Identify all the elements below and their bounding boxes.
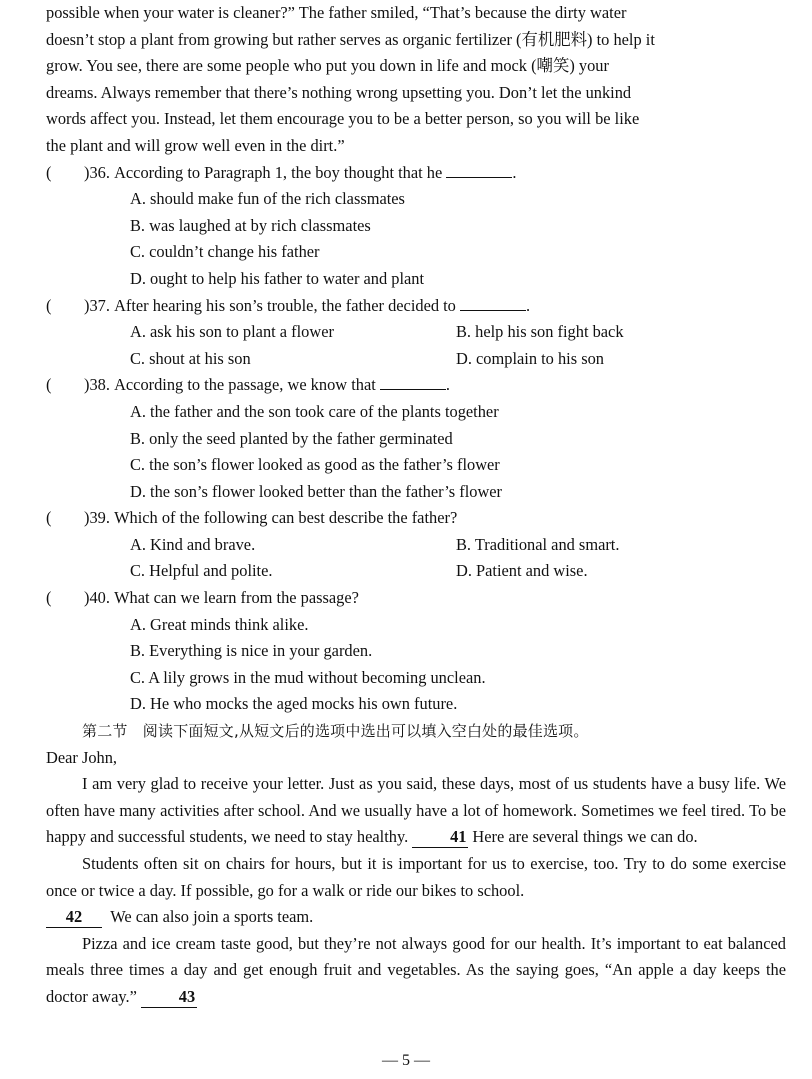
option-c: C. Helpful and polite. [130,561,273,581]
story-ending-paragraph [46,0,786,160]
option-c: C. A lily grows in the mud without becoming unclean. [130,667,486,687]
answer-paren-open[interactable]: ( [46,588,52,608]
question-stem: According to Paragraph 1, the boy thought that he . [114,162,517,182]
option-d: D. ought to help his father to water and plant [130,268,425,288]
letter [46,745,786,1011]
option-c: C. couldn’t change his father [130,242,320,262]
option-c: C. shout at his son [130,348,251,368]
page-body [46,0,786,1011]
intro-line: possible when your water is cleaner?” The father smiled, “That’s because the dirty water [46,3,627,22]
question-38 [46,372,786,505]
answer-blank [446,163,512,178]
question-number: )38. [84,375,110,395]
option-b: B. only the seed planted by the father germinated [130,428,453,448]
letter-paragraph-3: Pizza and ice cream taste good, but they’re not always good for our health. It’s important to eat balanced meals three times a day and get enough fruit and vegetables. As the saying goes, “An apple a day keeps the doctor away.” 43 [46,933,786,1006]
intro-line: dreams. Always remember that there’s nothing wrong upsetting you. Don’t let the unkind [46,82,632,102]
question-number: )36. [84,162,110,182]
answer-paren-open[interactable]: ( [46,375,52,395]
letter-paragraph-2: Students often sit on chairs for hours, but it is important for us to exercise, too. Try to do some exercise once or twice a day. If possible, go for a walk or ride our bikes to school. [46,854,786,900]
option-b: B. Traditional and smart. [456,534,620,554]
question-stem: What can we learn from the passage? [114,588,359,608]
question-number: )39. [84,508,110,528]
page-number: — 5 — [382,1052,430,1069]
letter-paragraph-1: I am very glad to receive your letter. Just as you said, these days, most of us students have a busy life. We often have many activities after school. And we usually have a lot of homework. Sometimes we feel tired. To be happy and successful students, we need to stay healthy. 41 Here are several things we can do. [46,774,786,847]
option-c: C. the son’s flower looked as good as the father’s flower [130,455,500,475]
question-number: )40. [84,588,110,608]
answer-blank [460,296,526,311]
question-stem: Which of the following can best describe the father? [114,508,458,528]
letter-greeting: Dear John, [46,747,118,767]
option-a: A. Kind and brave. [130,534,256,554]
answer-paren-open[interactable]: ( [46,508,52,528]
question-37 [46,293,786,373]
options-grid [130,532,786,585]
answer-paren-open[interactable]: ( [46,162,52,182]
blank-42[interactable]: 42 [46,907,102,928]
question-40 [46,585,786,718]
option-b: B. help his son fight back [456,322,624,342]
option-a: A. the father and the son took care of the plants together [130,401,499,421]
answer-paren-open[interactable]: ( [46,295,52,315]
blank-41[interactable]: 41 [412,827,468,848]
question-stem: According to the passage, we know that . [114,375,451,395]
option-a: A. ask his son to plant a flower [130,322,334,342]
question-number: )37. [84,295,110,315]
intro-line: words affect you. Instead, let them encourage you to be a better person, so you will be like [46,109,640,129]
option-d: D. complain to his son [456,348,604,368]
option-b: B. Everything is nice in your garden. [130,641,373,661]
intro-line: doesn’t stop a plant from growing but rather serves as organic fertilizer (有机肥料) to help it [46,29,655,49]
question-36 [46,160,786,293]
option-d: D. the son’s flower looked better than the father’s flower [130,481,503,501]
blank-43[interactable]: 43 [141,987,197,1008]
letter-paragraph-2-cont: 42 We can also join a sports team. [46,904,786,931]
options-grid [130,319,786,372]
section-2-title: 第二节 阅读下面短文,从短文后的选项中选出可以填入空白处的最佳选项。 [82,722,589,741]
option-d: D. He who mocks the aged mocks his own future. [130,694,458,714]
question-39 [46,505,786,585]
intro-line: the plant and will grow well even in the dirt.” [46,135,345,155]
option-a: A. Great minds think alike. [130,614,309,634]
question-stem: After hearing his son’s trouble, the father decided to . [114,295,531,315]
intro-line: grow. You see, there are some people who put you down in life and mock (嘲笑) your [46,56,609,76]
option-a: A. should make fun of the rich classmates [130,189,405,209]
option-b: B. was laughed at by rich classmates [130,215,371,235]
option-d: D. Patient and wise. [456,561,588,581]
answer-blank [380,375,446,390]
